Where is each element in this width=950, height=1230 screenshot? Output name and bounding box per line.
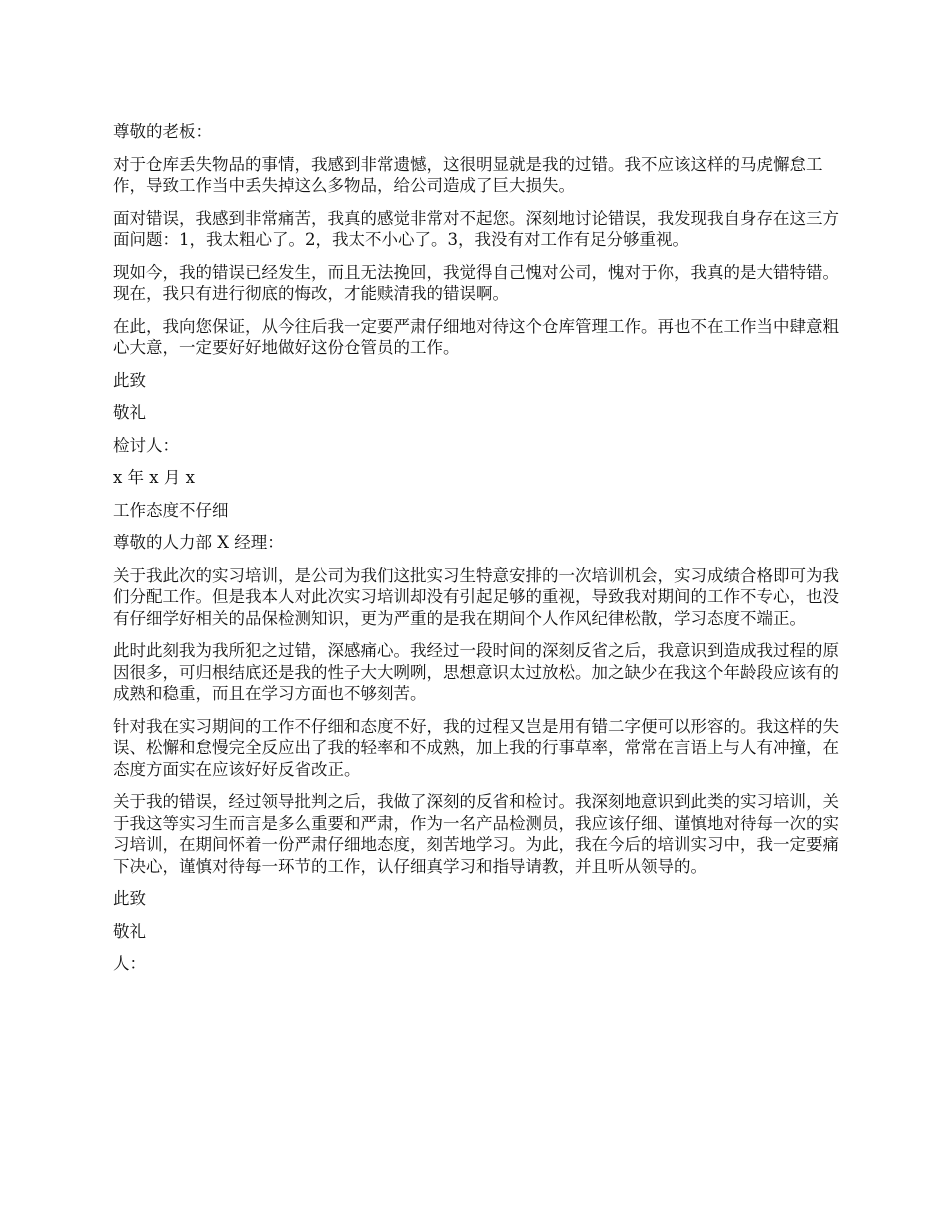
closing-line: 敬礼 bbox=[113, 921, 146, 941]
closing-line: 此致 bbox=[113, 889, 146, 908]
document-page bbox=[113, 121, 840, 986]
body-paragraph: 面对错误，我感到非常痛苦，我真的感觉非常对不起您。深刻地讨论错误，我发现我自身存在这三方面问题：1，我太粗心了。2，我太不小心了。3，我没有对工作有足分够重视。 bbox=[113, 208, 839, 249]
salutation-boss: 尊敬的老板： bbox=[113, 122, 212, 141]
closing-line: 此致 bbox=[113, 370, 146, 390]
signature-line: 人： bbox=[113, 954, 146, 973]
body-paragraph: 对于仓库丢失物品的事情，我感到非常遗憾，这很明显就是我的过错。我不应该这样的马虎懈怠工作，导致工作当中丢失掉这么多物品，给公司造成了巨大损失。 bbox=[113, 154, 823, 195]
salutation-manager: 尊敬的人力部 X 经理： bbox=[113, 533, 284, 552]
body-paragraph: 关于我的错误，经过领导批判之后，我做了深刻的反省和检讨。我深刻地意识到此类的实习培训，关于我这等实习生而言是多么重要和严肃，作为一名产品检测员，我应该仔细、谨慎地对待每一次的实习培训，在期间怀着一份严肃仔细地态度，刻苦地学习。为此，我在今后的培训实习中，我一定要痛下决心，谨慎对待每一环节的工作，认仔细真学习和指导请教，并且听从领导的。 bbox=[113, 792, 839, 876]
closing-line: 敬礼 bbox=[113, 403, 146, 422]
date-line: x 年 x 月 x bbox=[113, 468, 195, 487]
section-title: 工作态度不仔细 bbox=[113, 500, 229, 520]
body-paragraph: 现如今，我的错误已经发生，而且无法挽回，我觉得自己愧对公司，愧对于你，我真的是大错特错。现在，我只有进行彻底的悔改，才能赎清我的错误啊。 bbox=[113, 262, 839, 303]
body-paragraph: 在此，我向您保证，从今往后我一定要严肃仔细地对待这个仓库管理工作。再也不在工作当中肆意粗心大意，一定要好好地做好这份仓管员的工作。 bbox=[113, 316, 839, 357]
body-paragraph: 此时此刻我为我所犯之过错，深感痛心。我经过一段时间的深刻反省之后，我意识到造成我过程的原因很多，可归根结底还是我的性子大大咧咧，思想意识太过放松。加之缺少在我这个年龄段应该有的成熟和稳重，而且在学习方面也不够刻苦。 bbox=[113, 641, 839, 703]
body-paragraph: 关于我此次的实习培训，是公司为我们这批实习生特意安排的一次培训机会，实习成绩合格即可为我们分配工作。但是我本人对此次实习培训却没有引起足够的重视，导致我对期间的工作不专心，也没有仔细学好相关的品保检测知识，更为严重的是我在期间个人作风纪律松散，学习态度不端正。 bbox=[113, 565, 839, 628]
body-paragraph: 针对我在实习期间的工作不仔细和态度不好，我的过程又岂是用有错二字便可以形容的。我这样的失误、松懈和怠慢完全反应出了我的轻率和不成熟，加上我的行事草率，常常在言语上与人有冲撞，在态度方面实在应该好好反省改正。 bbox=[113, 716, 839, 779]
signature-line: 检讨人： bbox=[113, 435, 179, 455]
